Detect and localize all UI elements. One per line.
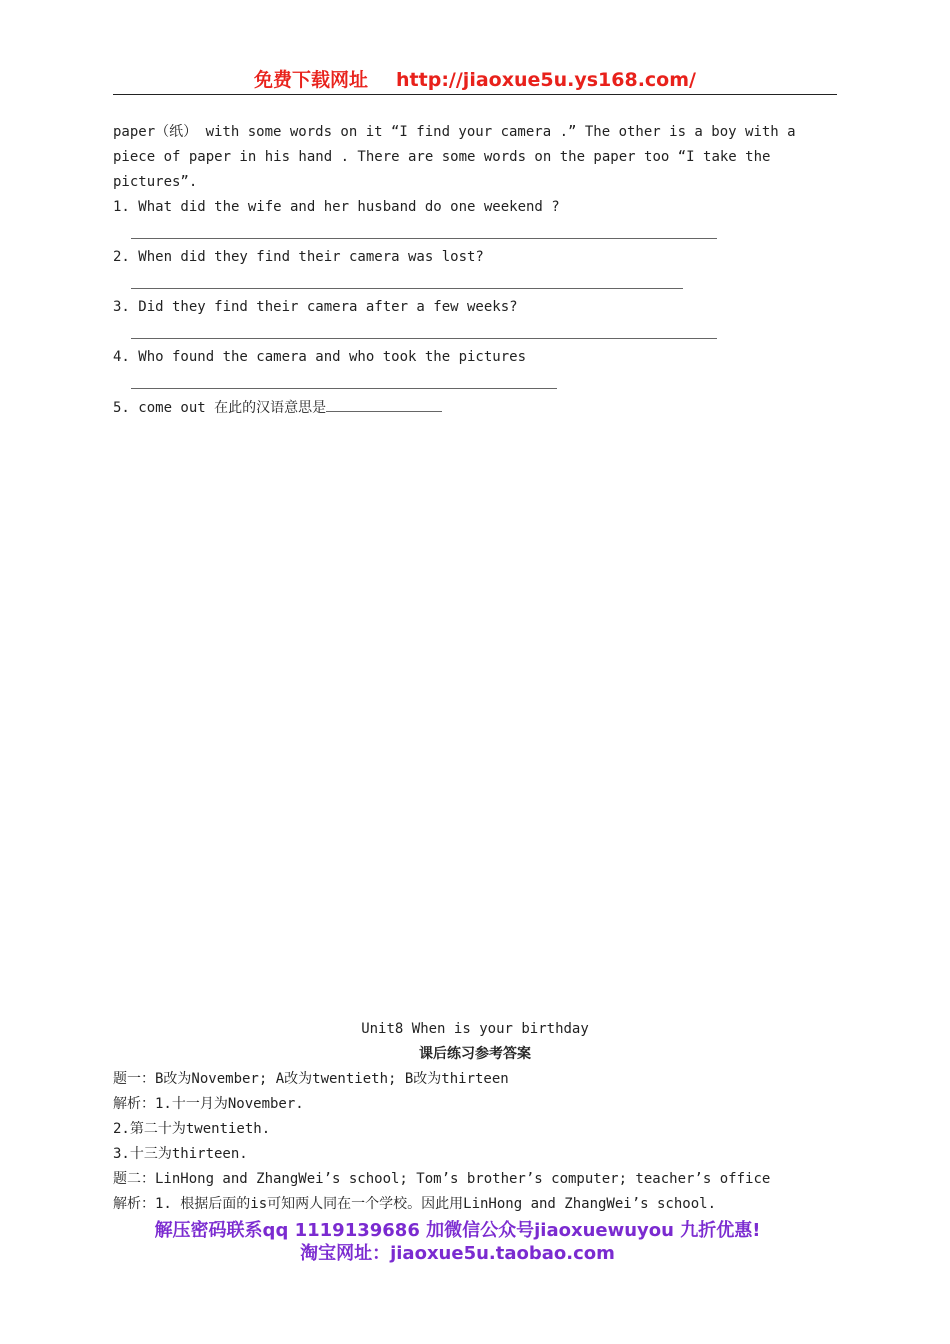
answers-title: Unit8 When is your birthday xyxy=(361,1021,589,1037)
answer-line-1[interactable] xyxy=(131,238,717,239)
question-4: 4. Who found the camera and who took the pictures xyxy=(113,349,527,365)
question-3: 3. Did they find their camera after a few weeks? xyxy=(113,299,518,315)
question-2: 2. When did they find their camera was lost? xyxy=(113,249,484,265)
page-header xyxy=(113,66,837,95)
answer-line-2[interactable] xyxy=(131,288,683,289)
header-label: 免费下载网址 xyxy=(254,69,369,91)
question-5 xyxy=(113,397,442,418)
answer-blank-5[interactable] xyxy=(326,397,442,412)
answer-line-3[interactable] xyxy=(131,338,717,339)
question-5-text: 5. come out 在此的汉语意思是 xyxy=(113,400,327,416)
answer-text-5: 题二：LinHong and ZhangWei’s school; Tom’s brother’s computer; teacher’s office xyxy=(113,1171,771,1187)
answer-text-6: 解析：1. 根据后面的is可知两人同在一个学校。因此用LinHong and ZhangWei’s school. xyxy=(113,1196,717,1212)
question-1: 1. What did the wife and her husband do one weekend ? xyxy=(113,199,560,215)
answer-text-1: 题一：B改为November; A改为twentieth; B改为thirteen xyxy=(113,1071,509,1087)
header-url[interactable]: http://jiaoxue5u.ys168.com/ xyxy=(396,69,696,91)
passage-line-2: piece of paper in his hand . There are some words on the paper too “I take the xyxy=(113,149,771,165)
answer-text-4: 3.十三为thirteen. xyxy=(113,1146,248,1162)
answer-text-3: 2.第二十为twentieth. xyxy=(113,1121,271,1137)
passage-line-1: paper（纸） with some words on it “I find your camera .” The other is a boy with a xyxy=(113,124,796,140)
footer-shop-url[interactable]: 淘宝网址：jiaoxue5u.taobao.com xyxy=(300,1243,615,1264)
footer-contact: 解压密码联系qq 1119139686 加微信公众号jiaoxuewuyou 九折优惠! xyxy=(154,1220,761,1241)
passage-line-3: pictures”. xyxy=(113,174,198,190)
answer-line-4[interactable] xyxy=(131,388,557,389)
answer-text-2: 解析：1.十一月为November. xyxy=(113,1096,304,1112)
answers-subtitle: 课后练习参考答案 xyxy=(419,1046,531,1062)
